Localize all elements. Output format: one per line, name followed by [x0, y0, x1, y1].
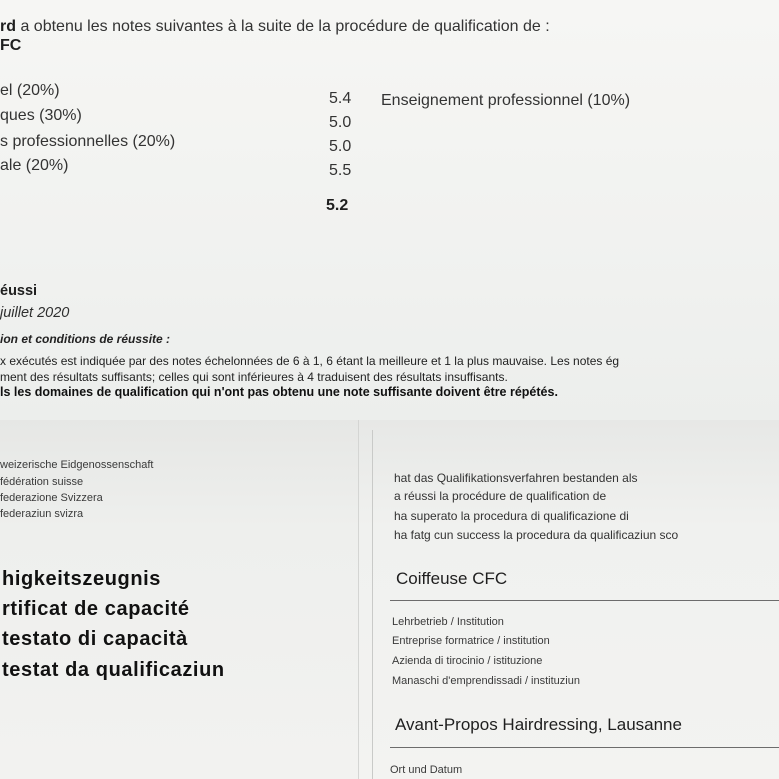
certificate-title-rm: testat da qualificaziun: [2, 659, 225, 681]
grade-value-1: 5.4: [329, 90, 352, 107]
result-status: éussi: [0, 283, 38, 299]
right-grade-label: Enseignement professionnel (10%): [381, 92, 631, 109]
notes-line-2: ment des résultats suffisants; celles qui sont inférieures à 4 traduisent des résultats insuffisants.: [0, 370, 508, 384]
intro-line: [0, 19, 550, 35]
institution-underline: [390, 747, 779, 748]
passed-line-it: ha superato la procedura di qualificazione di: [394, 509, 629, 523]
institution-label-it: Azienda di tirocinio / istituzione: [392, 655, 543, 667]
certificate-title-it: testato di capacità: [2, 628, 188, 650]
passed-line-fr: a réussi la procédure de qualification de: [394, 489, 607, 503]
total-grade: 5.2: [326, 197, 349, 214]
notes-heading: ion et conditions de réussite :: [0, 332, 171, 346]
grade-value-3: 5.0: [329, 138, 352, 155]
confederation-rm: federaziun svizra: [0, 508, 84, 520]
confederation-de: weizerische Eidgenossenschaft: [0, 459, 154, 471]
certificate-title-fr: rtificat de capacité: [2, 598, 190, 620]
notes-line-1: x exécutés est indiquée par des notes échelonnées de 6 à 1, 6 étant la meilleure et 1 la plus mauvaise. Les notes ég: [0, 354, 620, 368]
grade-label-1: el (20%): [0, 82, 60, 99]
qualification-title: Coiffeuse CFC: [396, 569, 508, 588]
grade-label-3: s professionnelles (20%): [0, 133, 176, 150]
confederation-fr: fédération suisse: [0, 476, 84, 488]
intro-text: a obtenu les notes suivantes à la suite de la procédure de qualification de :: [20, 18, 550, 35]
grade-value-4: 5.5: [329, 162, 352, 179]
institution-label-de: Lehrbetrieb / Institution: [392, 616, 504, 628]
institution-label-fr: Entreprise formatrice / institution: [392, 635, 550, 647]
place-date-label: Ort und Datum: [390, 764, 463, 776]
institution-name: Avant-Propos Hairdressing, Lausanne: [395, 715, 682, 734]
institution-label-rm: Manaschi d'emprendissadi / instituziun: [392, 675, 580, 687]
grade-value-2: 5.0: [329, 114, 352, 131]
page-fold: [372, 430, 373, 779]
result-date: juillet 2020: [0, 305, 70, 321]
notes-line-3: ls les domaines de qualification qui n'ont pas obtenu une note suffisante doivent être répétés.: [0, 385, 558, 399]
passed-line-de: hat das Qualifikationsverfahren bestanden als: [394, 471, 638, 485]
grade-label-2: ques (30%): [0, 107, 82, 124]
confederation-it: federazione Svizzera: [0, 492, 103, 504]
grade-label-4: ale (20%): [0, 157, 69, 174]
passed-line-rm: ha fatg cun success la procedura da qualificaziun sco: [394, 528, 679, 542]
certificate-title-de: higkeitszeugnis: [2, 568, 162, 590]
candidate-name-fragment: rd: [0, 18, 16, 35]
profession-fragment: FC: [0, 37, 22, 54]
qualification-underline: [390, 600, 779, 601]
